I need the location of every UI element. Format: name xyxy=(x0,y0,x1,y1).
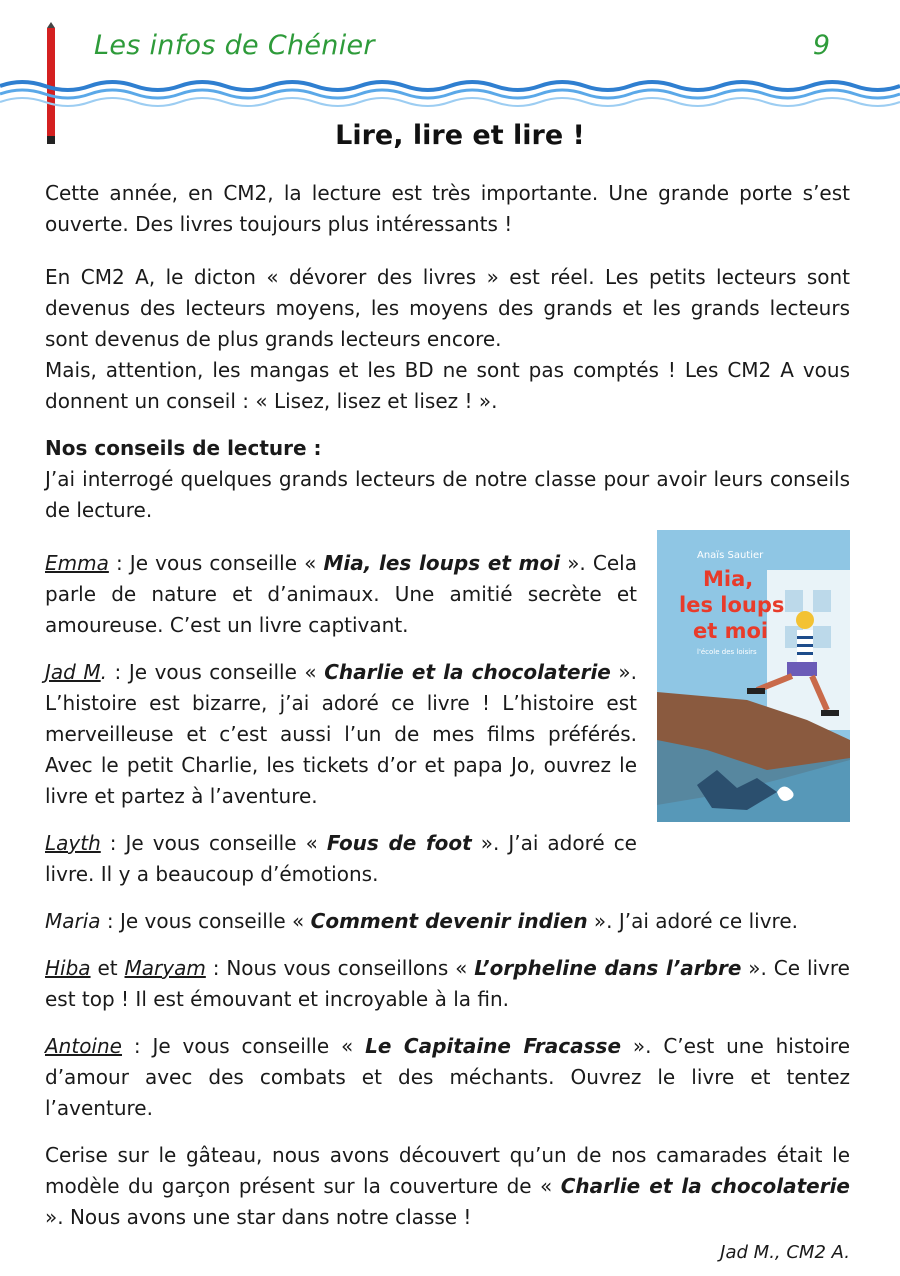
book-cover-image xyxy=(657,530,850,822)
page-number: 9 xyxy=(812,30,830,61)
book-title: Le Capitaine Fracasse xyxy=(365,1034,622,1058)
cover-title-2: les loups xyxy=(679,593,785,617)
recommendation-jad: Jad M. : Je vous conseille « Charlie et la chocolaterie ». L’histoire est bizarre, j’ai adoré ce livre ! L’histoire est merveilleuse et c’est aussi l’un de mes films préférés. Avec le petit Charlie, les tickets d’or et papa Jo, ouvrez le livre et partez à l’aventure. xyxy=(45,660,638,808)
book-title: L’orpheline dans l’arbre xyxy=(474,956,742,980)
recommendation-layth: Layth : Je vous conseille « Fous de foot ». J’ai adoré ce livre. Il y a beaucoup d’émotions. xyxy=(45,831,637,886)
cover-title-1: Mia, xyxy=(703,567,754,591)
paragraph: En CM2 A, le dicton « dévorer des livres » est réel. Les petits lecteurs sont devenus des lecteurs moyens, les moyens des grands et les grands lecteurs sont devenus de plus grands lecteurs encore. xyxy=(45,265,850,351)
book-title: Charlie et la chocolaterie xyxy=(324,660,611,684)
wave-divider xyxy=(0,74,900,114)
intro-paragraph: Cette année, en CM2, la lecture est très importante. Une grande porte s’est ouverte. Des livres toujours plus intéressants ! xyxy=(45,181,850,236)
book-title: Fous de foot xyxy=(326,831,472,855)
recommendation-emma: Emma : Je vous conseille « Mia, les loups et moi ». Cela parle de nature et d’animaux. Une amitié secrète et amoureuse. C’est un livre captivant. xyxy=(45,551,637,637)
recommendation-antoine: Antoine : Je vous conseille « Le Capitaine Fracasse ». C’est une histoire d’amour avec des combats et des méchants. Ouvrez le livre et tentez l’aventure. xyxy=(45,1034,850,1120)
cover-author: Anaïs Sautier xyxy=(697,550,764,561)
cover-title-3: et moi xyxy=(693,619,769,643)
author-signature: Jad M., CM2 A. xyxy=(720,1242,850,1263)
article-title: Lire, lire et lire ! xyxy=(335,120,585,151)
student-name: Maryam xyxy=(124,956,206,980)
student-name: Jad M xyxy=(45,660,101,684)
publication-title: Les infos de Chénier xyxy=(94,30,375,61)
student-name: Antoine xyxy=(45,1034,122,1058)
section-heading: Nos conseils de lecture : xyxy=(45,436,322,460)
book-title: Comment devenir indien xyxy=(310,909,588,933)
book-title: Mia, les loups et moi xyxy=(323,551,561,575)
student-name: Layth xyxy=(45,831,101,855)
recommendation-maria: Maria : Je vous conseille « Comment devenir indien ». J’ai adoré ce livre. xyxy=(45,909,798,933)
article-body xyxy=(45,178,850,1268)
cover-publisher: l'école des loisirs xyxy=(697,648,757,656)
recommendation-hiba-maryam: Hiba et Maryam : Nous vous conseillons « L’orpheline dans l’arbre ». Ce livre est top ! Il est émouvant et incroyable à la fin. xyxy=(45,956,850,1011)
closing-paragraph: Cerise sur le gâteau, nous avons découvert qu’un de nos camarades était le modèle du garçon présent sur la couverture de « Charlie et la chocolaterie ». Nous avons une star dans notre classe ! xyxy=(45,1143,850,1229)
student-name: Maria xyxy=(45,909,101,933)
book-title: Charlie et la chocolaterie xyxy=(560,1174,850,1198)
student-name: Hiba xyxy=(45,956,91,980)
paragraph: Mais, attention, les mangas et les BD ne sont pas comptés ! Les CM2 A vous donnent un conseil : « Lisez, lisez et lisez ! ». xyxy=(45,358,850,413)
student-name: Emma xyxy=(45,551,109,575)
section-intro: J’ai interrogé quelques grands lecteurs de notre classe pour avoir leurs conseils de lecture. xyxy=(45,467,850,522)
